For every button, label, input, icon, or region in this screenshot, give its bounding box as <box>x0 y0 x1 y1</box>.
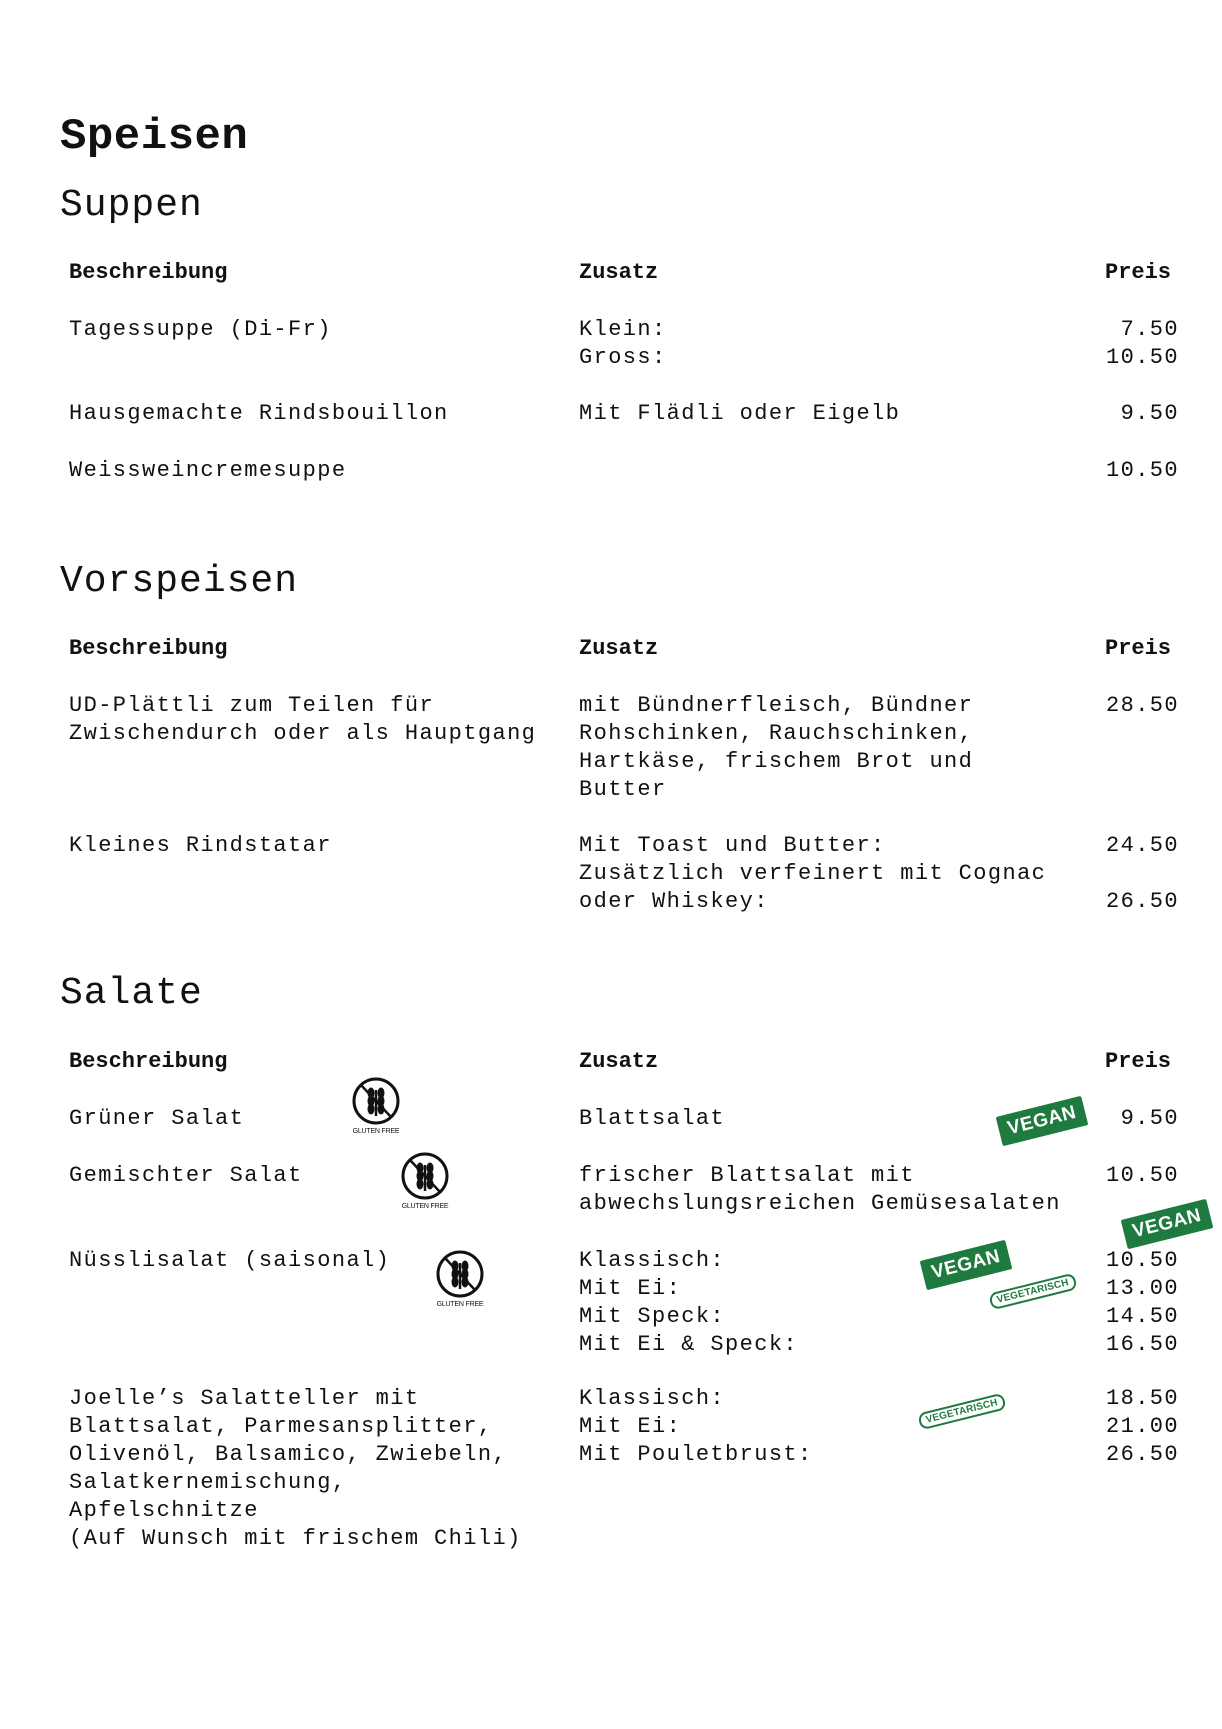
vegan-stamp: VEGAN <box>996 1096 1089 1146</box>
column-header-price: Preis <box>1105 1049 1172 1074</box>
menu-item-extra: mit Bündnerfleisch, Bündner Rohschinken, Rauchschinken, Hartkäse, frischem Brot und Butter <box>579 693 974 802</box>
section-title-vorspeisen: Vorspeisen <box>60 560 299 603</box>
vegan-stamp: VEGAN <box>1121 1199 1214 1249</box>
column-header-extra: Zusatz <box>579 636 659 661</box>
menu-item-description: UD-Plättli zum Teilen für Zwischendurch oder als Hauptgang <box>69 693 537 746</box>
column-header-extra: Zusatz <box>579 1049 659 1074</box>
gluten-free-badge <box>432 1249 488 1308</box>
column-header-description: Beschreibung <box>69 1049 228 1074</box>
page-title: Speisen <box>60 112 249 162</box>
menu-item-description: Tagessuppe (Di-Fr) <box>69 317 332 342</box>
gluten-free-label: GLUTEN FREE <box>401 1203 449 1210</box>
gluten-free-badge <box>348 1076 404 1135</box>
gluten-free-icon <box>435 1249 485 1299</box>
menu-item-price: 7.50 10.50 <box>1105 317 1179 370</box>
menu-item-price: 10.50 <box>1105 1163 1179 1188</box>
menu-item-price: 28.50 <box>1105 693 1179 718</box>
gluten-free-icon <box>351 1076 401 1126</box>
column-header-price: Preis <box>1105 260 1172 285</box>
menu-item-description: Hausgemachte Rindsbouillon <box>69 401 449 426</box>
menu-item-description: Kleines Rindstatar <box>69 833 332 858</box>
menu-item-extra: Klassisch: Mit Ei: Mit Pouletbrust: <box>579 1386 813 1467</box>
menu-item-price: 9.50 <box>1120 1106 1179 1131</box>
menu-item-description: Gemischter Salat <box>69 1163 303 1188</box>
menu-item-extra: frischer Blattsalat mit abwechslungsreichen Gemüsesalaten <box>579 1163 1061 1216</box>
section-title-salate: Salate <box>60 972 203 1015</box>
vegan-stamp: VEGAN <box>920 1240 1013 1290</box>
column-header-price: Preis <box>1105 636 1172 661</box>
menu-item-extra: Klein: Gross: <box>579 317 667 370</box>
column-header-extra: Zusatz <box>579 260 659 285</box>
menu-item-price: 10.50 13.00 14.50 16.50 <box>1105 1248 1179 1357</box>
gluten-free-badge <box>397 1151 453 1210</box>
column-header-description: Beschreibung <box>69 260 228 285</box>
menu-item-extra: Mit Toast und Butter: Zusätzlich verfeinert mit Cognac oder Whiskey: <box>579 833 1047 914</box>
vegetarian-stamp: VEGETARISCH <box>917 1393 1006 1431</box>
gluten-free-label: GLUTEN FREE <box>436 1301 484 1308</box>
menu-item-description: Nüsslisalat (saisonal) <box>69 1248 391 1273</box>
menu-item-description: Joelle’s Salatteller mit Blattsalat, Parmesansplitter, Olivenöl, Balsamico, Zwiebeln, Salatkernemischung, Apfelschnitze (Auf Wunsch mit frischem Chili) <box>69 1386 522 1551</box>
menu-item-description: Grüner Salat <box>69 1106 245 1131</box>
menu-item-price: 18.50 21.00 26.50 <box>1105 1386 1179 1467</box>
menu-item-description: Weissweincremesuppe <box>69 458 347 483</box>
menu-item-price: 24.50 26.50 <box>1105 833 1179 914</box>
menu-item-price: 10.50 <box>1105 458 1179 483</box>
menu-item-extra: Klassisch: Mit Ei: Mit Speck: Mit Ei & Speck: <box>579 1248 799 1357</box>
gluten-free-label: GLUTEN FREE <box>352 1128 400 1135</box>
menu-item-price: 9.50 <box>1120 401 1179 426</box>
vegetarian-stamp: VEGETARISCH <box>988 1273 1077 1311</box>
gluten-free-icon <box>400 1151 450 1201</box>
section-title-suppen: Suppen <box>60 184 203 227</box>
column-header-description: Beschreibung <box>69 636 228 661</box>
menu-item-extra: Mit Flädli oder Eigelb <box>579 401 901 426</box>
menu-item-extra: Blattsalat <box>579 1106 726 1131</box>
